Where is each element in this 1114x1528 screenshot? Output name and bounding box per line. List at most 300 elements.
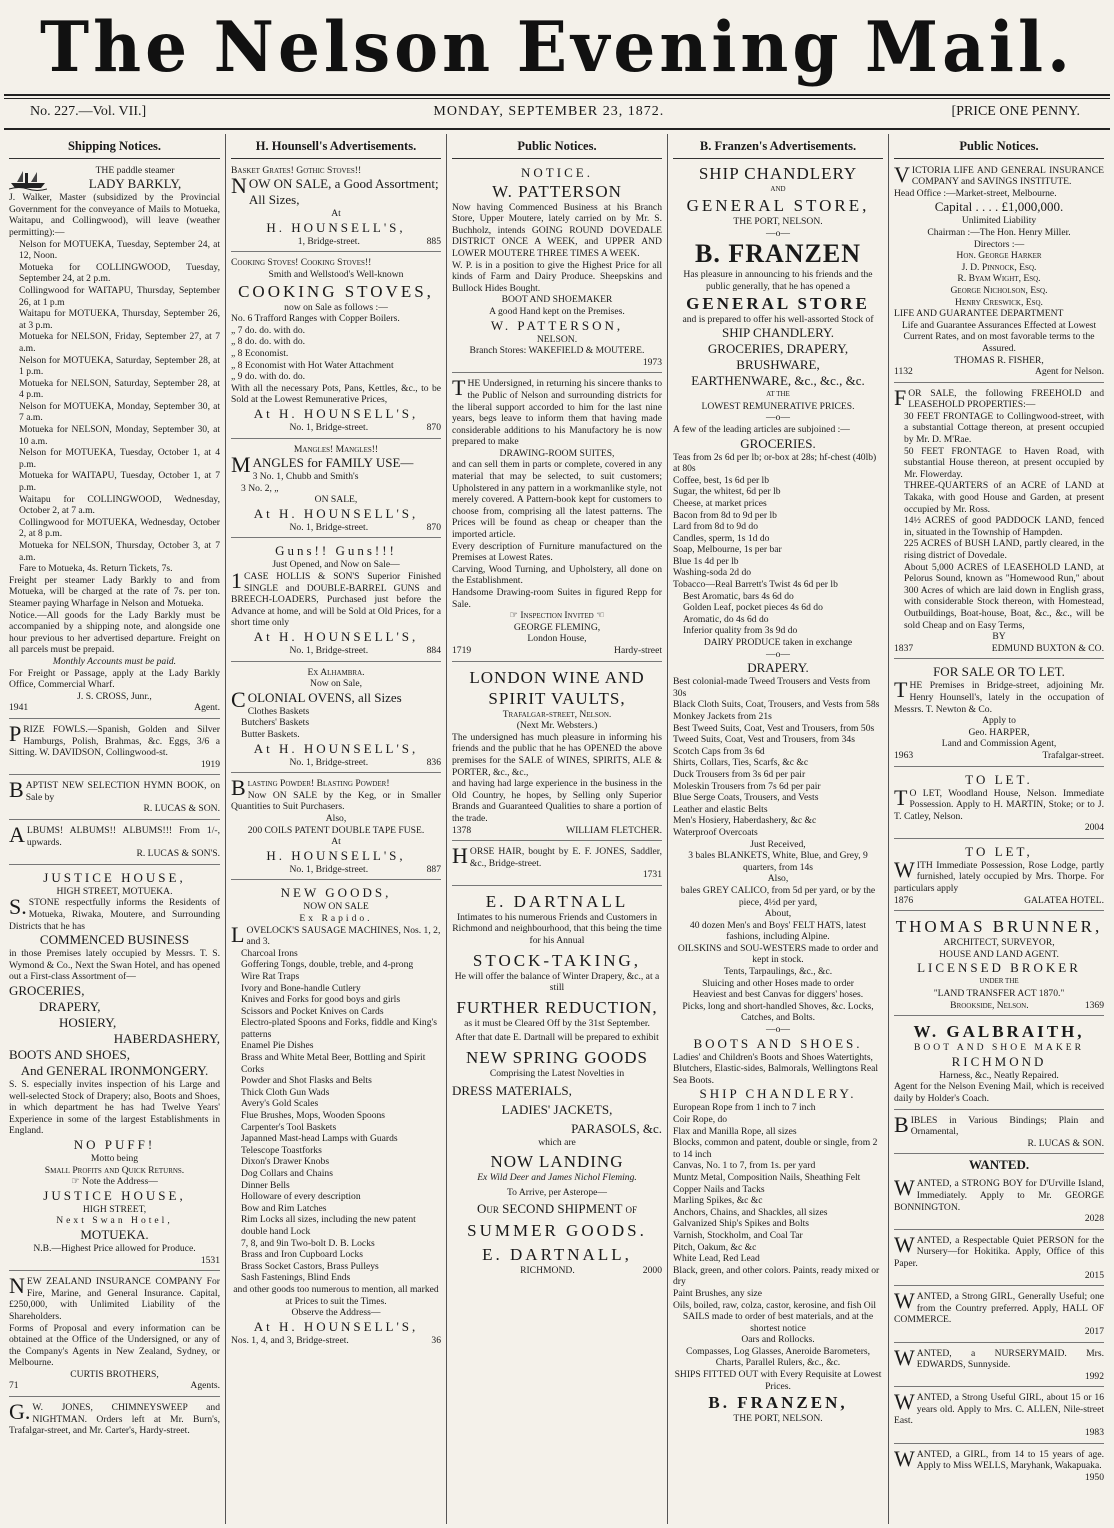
- chandlery-list: [673, 1102, 883, 1311]
- sailing-item: Motueka for NELSON, Saturday, September 28, at 4 p.m.: [19, 377, 220, 401]
- ad-title: TO LET,: [965, 843, 1033, 859]
- ad-body: At: [331, 208, 341, 220]
- sailing-item: Nelson for MOTUEKA, Monday, September 30, at 7 a.m.: [19, 400, 220, 424]
- inspection-label: Inspection Invited: [520, 610, 594, 622]
- merchant-name: At H. HOUNSELL'S,: [253, 740, 419, 756]
- ad-body: 1CASE HOLLIS & SON'S Superior Finished SINGLE and DOUBLE-BARREL GUNS and BREECH-LOADERS, Purchased just before the Advance at home, and will be Sold at Old Prices, for a short time only: [231, 568, 441, 629]
- ad-body: He will offer the balance of Winter Drapery, &c., at a still: [454, 970, 660, 994]
- ad-heading: COOKING STOVES,: [238, 281, 434, 301]
- price-item: Bacon from 8d to 9d per lb: [673, 509, 777, 521]
- ad-number: 1919: [200, 758, 220, 770]
- ad-number: 1973: [642, 356, 662, 368]
- column-heading: Shipping Notices.: [9, 138, 220, 159]
- section-heading: DRAPERY.: [747, 660, 809, 676]
- grates-ad: [231, 163, 441, 253]
- ad-body: After that date E. Dartnall will be prepared to exhibit: [455, 1032, 659, 1044]
- ad-body: Carving, Wood Turning, and Upholstery, all done on the Establishment.: [452, 563, 662, 587]
- director-item: J. D. Pinnock, Esq.: [961, 261, 1037, 273]
- bibles-ad: [894, 1113, 1104, 1155]
- ad-body: About,: [764, 908, 792, 920]
- ad-body: UNDER THE: [979, 977, 1019, 986]
- ad-body: Also,: [767, 873, 789, 885]
- ad-body: Now on Sale,: [310, 678, 362, 690]
- range-item: No. 6 Trafford Ranges with Copper Boilers.: [231, 313, 400, 325]
- price-item: Pitch, Oakum, &c &c: [673, 1241, 757, 1253]
- ad-body: Ex Wild Deer and James Nichol Fleming.: [477, 1172, 637, 1184]
- sailing-item: Collingwood for MOTUEKA, Wednesday, October 2, at 8 p.m.: [19, 516, 220, 540]
- ad-number: 1941: [9, 702, 29, 714]
- masthead-rule-thin: [4, 98, 1110, 99]
- signature: R. LUCAS & SON.: [143, 803, 220, 815]
- ad-number: 1132: [894, 366, 913, 378]
- ad-body: WANTED, a Strong GIRL, Generally Useful; one from the Country preferred. Apply, HALL OF COMMERCE.: [894, 1288, 1104, 1326]
- mangles-ad: [231, 442, 441, 539]
- ad-number: 870: [426, 421, 441, 433]
- column-hounsell: [225, 134, 446, 1524]
- sailing-item: Motueka for COLLINGWOOD, Tuesday, September 24, at 2 p.m.: [19, 261, 220, 285]
- price-item: Golden Leaf, pocket pieces 4s 6d do: [683, 602, 823, 614]
- mangle-item: 3 No. 2, „: [241, 482, 279, 494]
- director-item: Henry Creswick, Esq.: [955, 296, 1043, 308]
- ad-body: as it must be Cleared Off by the 31st September.: [464, 1017, 650, 1029]
- goods-item: BOOTS AND SHOES,: [9, 1047, 130, 1062]
- merchant-name: E. DARTNALL,: [482, 1245, 632, 1265]
- justice-house-ad: [9, 868, 220, 1271]
- price-item: Coffee, best, 1s 6d per lb: [673, 474, 770, 486]
- ad-heading: BRUSHWARE,: [736, 357, 820, 373]
- ad-body: SAILS made to order of best materials, and at the shortest notice: [682, 1311, 874, 1334]
- galbraith-ad: [894, 1019, 1104, 1109]
- wanted-ad: [894, 1390, 1104, 1443]
- ad-body: Chairman :—The Hon. Henry Miller.: [927, 226, 1071, 238]
- address: THE PORT, NELSON.: [733, 1413, 823, 1425]
- ad-body: Tents, Tarpaulings, &c., &c.: [723, 966, 833, 978]
- property-item: 50 FEET FRONTAGE to Haven Road, with substantial House thereon, at present occupied by Mr. Flowerday.: [904, 445, 1104, 480]
- price-item: Oils, boiled, raw, colza, castor, kerosine, and fish Oil: [673, 1299, 877, 1311]
- ad-title: FOR SALE, the following FREEHOLD and LEASEHOLD PROPERTIES:—: [894, 384, 1104, 411]
- ad-body: 40 dozen Men's and Boys' FELT HATS, latest fashions, including Alpine.: [689, 919, 867, 943]
- ad-heading: STOCK-TAKING,: [472, 950, 642, 970]
- masthead-rule: [4, 94, 1110, 96]
- ad-title: NEW GOODS,: [280, 885, 392, 901]
- ad-number: 1731: [642, 869, 662, 881]
- ad-heading: GROCERIES, DRAPERY,: [707, 341, 849, 357]
- property-item: About 5,000 ACRES of LEASEHOLD LAND, at Pelorus Sound, known as "Homewood Run," about 300 Acres of which are laid down in English grass, with considerable Stock thereon, with Homestead, Outbuildings, Boat-house, Boat, &c., &c., will be sold Cheap and on Easy Terms,: [904, 561, 1104, 631]
- price-item: Duck Trousers from 3s 6d per pair: [673, 768, 806, 780]
- ad-body: and having had large experience in the business in the Old Country, he hopes, by Selling only Superior Brands and Guaranteed Qualities to share a portion of the trade.: [452, 778, 662, 824]
- pointing-hand-icon: ☞: [509, 610, 521, 622]
- price-item: Blocks, common and patent, double or single, from 2 to 14 inch: [673, 1137, 878, 1160]
- monthly: Monthly Accounts must be paid.: [52, 655, 177, 667]
- ad-body: Branch Stores: WAKEFIELD & MOUTERE.: [469, 345, 645, 357]
- masthead-word: Evening: [516, 6, 843, 88]
- price-item: Galvanized Ship's Spikes and Bolts: [673, 1218, 810, 1230]
- prize-fowls-ad: [9, 722, 220, 775]
- ad-body: W. P. is in a position to give the Highest Price for all kinds of Farm and Dairy Produce. Sheepskins and Bullock Hides Bought.: [452, 259, 662, 294]
- ad-body: 200 COILS PATENT DOUBLE TAPE FUSE.: [247, 824, 425, 836]
- ad-heading: NO PUFF!: [73, 1136, 156, 1152]
- merchant-name: W. PATTERSON,: [490, 317, 624, 333]
- ad-number: 887: [426, 863, 441, 875]
- column-franzen: [667, 134, 888, 1524]
- goods-item: Goffering Tongs, double, treble, and 4-prong: [241, 959, 414, 971]
- wanted-ad: [894, 1346, 1104, 1388]
- goods-item: GROCERIES,: [9, 983, 85, 998]
- range-item: „ 7 do. do. with do.: [231, 324, 306, 336]
- ad-body: Capital . . . . £1,000,000.: [934, 199, 1064, 215]
- ornament: —o—: [766, 412, 790, 424]
- ad-body: BAPTIST NEW SELECTION HYMN BOOK, on Sale by: [9, 777, 220, 803]
- address: 1, Bridge-street.: [297, 235, 360, 247]
- issue-date: MONDAY, SEPTEMBER 23, 1872.: [433, 104, 665, 119]
- sailing-item: Motueka for WAITAPU, Tuesday, October 1, at 7 p.m.: [19, 470, 220, 494]
- ad-heading: LOVELOCK'S SAUSAGE MACHINES, Nos. 1, 2, and 3.: [231, 921, 441, 948]
- address: Nos. 1, 4, and 3, Bridge-street.: [231, 1334, 349, 1346]
- ad-body: and is prepared to offer his well-assorted Stock of: [682, 313, 874, 325]
- ad-body: LOWEST REMUNERATIVE PRICES.: [701, 400, 855, 412]
- merchant-name: At H. HOUNSELL'S,: [253, 1318, 419, 1334]
- ad-body: A few of the leading articles are subjoined :—: [673, 423, 850, 435]
- signature: R. LUCAS & SON.: [1027, 1137, 1104, 1149]
- ad-number: 1369: [1084, 999, 1104, 1011]
- ad-body: now on Sale as follows :—: [284, 301, 388, 313]
- ad-number: 1876: [894, 894, 914, 906]
- ad-heading: COLONIAL OVENS, all Sizes: [231, 686, 402, 712]
- ad-body: J. Walker, Master (subsidized by the Provincial Government for the conveyance of Mails to Motueka, Waitapu, and Collingwood), will leave (weather permitting):—: [9, 192, 220, 238]
- sailing-item: Nelson for MOTUEKA, Tuesday, October 1, at 4 p.m.: [19, 447, 220, 470]
- chimneysweep-ad: [9, 1400, 220, 1441]
- ad-body: Heaviest and best Canvas for diggers' hoses.: [692, 989, 864, 1001]
- ad-subtitle: HIGH STREET, MOTUEKA.: [56, 885, 173, 897]
- ad-body: WANTED, a GIRL, from 14 to 15 years of age. Apply to Miss WELLS, Maryhank, Wakapuaka.: [894, 1445, 1104, 1472]
- section-heading: GROCERIES.: [740, 435, 816, 451]
- ad-body: NEW ZEALAND INSURANCE COMPANY For Fire, Marine, and General Insurance. Capital, £250,000, with Unlimited Liability of the Shareholders.: [9, 1273, 220, 1322]
- ad-body: Directors :—: [973, 238, 1025, 250]
- ad-body: Handsome Drawing-room Suites in figured Repp for Sale.: [452, 587, 662, 610]
- columns: [4, 134, 1110, 1524]
- ad-body: S.STONE respectfully informs the Residents of Motueka, Riwaka, Moutere, and Surrounding Districts that he has: [9, 894, 220, 932]
- merchant-name: At H. HOUNSELL'S,: [253, 405, 419, 421]
- goods-item: Sash Fastenings, Blind Ends: [241, 1272, 351, 1284]
- price-item: Candles, sperm, 1s 1d do: [673, 532, 770, 544]
- ornament: —o—: [766, 1024, 790, 1036]
- price-item: White Lead, Red Lead: [673, 1253, 760, 1265]
- ad-body: Has pleasure in announcing to his friends and the public generally, that he has opened a: [683, 269, 873, 292]
- price-item: Coir Rope, do: [673, 1114, 728, 1125]
- ad-body: HORSE HAIR, bought by E. F. JONES, Saddler, &c., Bridge-street.: [452, 843, 662, 869]
- column-heading: Public Notices.: [452, 138, 662, 159]
- column-public-notices: [446, 134, 667, 1524]
- ornament: —o—: [766, 648, 790, 660]
- address-line: JUSTICE HOUSE,: [43, 1187, 186, 1203]
- ad-title: TO LET.: [965, 771, 1033, 787]
- signature: EDMUND BUXTON & CO.: [991, 642, 1104, 654]
- range-item: „ 8 Economist with Hot Water Attachment: [231, 359, 394, 371]
- ad-body: NELSON.: [536, 333, 578, 345]
- ad-heading: LIFE AND GUARANTEE DEPARTMENT: [894, 308, 1064, 320]
- ad-body: Ex Rapido.: [299, 912, 373, 924]
- ad-number: 1531: [200, 1254, 220, 1266]
- goods-item: Dog Collars and Chains: [241, 1168, 333, 1179]
- pointing-hand-icon: ☞: [71, 1176, 83, 1188]
- signature: WILLIAM FLETCHER.: [566, 824, 662, 836]
- ad-body: Compasses, Log Glasses, Aneroide Barometers, Charts, Parallel Rulers, &c., &c.: [685, 1345, 871, 1369]
- ad-body: Intimates to his numerous Friends and Customers in Richmond and neighbourhood, that this being the time for his Annual: [452, 911, 662, 947]
- price-item: Moleskin Trousers from 7s 6d per pair: [673, 780, 821, 792]
- goods-item: Carpenter's Tool Baskets: [241, 1121, 337, 1133]
- ad-body: DAIRY PRODUCE taken in exchange: [703, 637, 853, 649]
- signature-role: Agent.: [194, 702, 220, 714]
- basket-item: Butchers' Baskets: [241, 717, 310, 729]
- ad-body: Picks, long and short-handled Shoves, &c. Locks, Catches, and Bolts.: [682, 1000, 874, 1024]
- ad-body: Also,: [325, 812, 347, 824]
- ad-body: HOUSE AND LAND AGENT.: [939, 948, 1059, 960]
- ad-body: WITH Immediate Possession, Rose Lodge, partly furnished, lately occupied by Mrs. Thorpe. For particulars apply: [894, 856, 1104, 895]
- masthead-word: The: [40, 6, 192, 88]
- ad-body: bales GREY CALICO, from 5d per yard, or by the piece, 4½d per yard,: [680, 884, 876, 908]
- ad-heading: LICENSED BROKER: [917, 960, 1081, 976]
- price-item: Varnish, Stockholm, and Coal Tar: [673, 1229, 803, 1241]
- masthead: [40, 6, 1074, 88]
- goods-item: Brass and White Metal Beer, Bottling and Spirit Corks: [241, 1052, 426, 1075]
- goods-item: Rim Locks all sizes, including the new patent double hand Lock: [241, 1214, 416, 1237]
- price-item: Blue Serge Coats, Trousers, and Vests: [673, 792, 819, 804]
- property-item: 30 FEET FRONTAGE to Collingwood-street, with a substantial Cottage thereon, at present occupied by Mr. D. M'Rae.: [904, 410, 1104, 446]
- basket-item: Clothes Baskets: [247, 705, 310, 717]
- ad-title: NOTICE.: [521, 164, 593, 180]
- new-goods-ad: [231, 883, 441, 1350]
- sailing-item: Motueka for NELSON, Friday, September 27, at 7 a.m.: [19, 331, 220, 354]
- ad-body: To Arrive, per Asterope—: [506, 1186, 608, 1198]
- sailing-item: Waitapu for COLLINGWOOD, Wednesday, October 2, at 7 a.m.: [19, 493, 220, 517]
- ad-body: BIBLES in Various Bindings; Plain and Ornamental,: [894, 1111, 1104, 1138]
- sailing-item: Nelson for MOTUEKA, Tuesday, September 24, at 12, Noon.: [19, 238, 220, 262]
- ad-title: Blasting Powder! Blasting Powder!: [231, 775, 390, 801]
- freight: Freight per steamer Lady Barkly to and from Motueka, will be charged at the rate of 7s. per ton. Steamer paying Wharfage in Nelson and Motueka.: [9, 574, 220, 609]
- goods-item: PARASOLS, &c.: [571, 1120, 662, 1136]
- price-item: Muntz Metal, Composition Nails, Sheathing Felt: [673, 1171, 861, 1183]
- nz-insurance-ad: [9, 1274, 220, 1397]
- address: Trafalgar-street, Nelson.: [502, 708, 612, 720]
- masthead-word: Nelson: [213, 6, 495, 88]
- range-item: „ 8 Economist.: [231, 347, 289, 359]
- ad-body: AND: [770, 184, 786, 193]
- goods-item: Brass and Iron Cupboard Locks: [241, 1249, 364, 1261]
- note-label: Note the Address—: [82, 1176, 158, 1188]
- ad-body: Now ON SALE by the Keg, or in Smaller Quantities to Suit Purchasers.: [231, 789, 441, 813]
- address: No. 1, Bridge-street.: [289, 421, 369, 433]
- signature-role: Agent for Nelson.: [1034, 366, 1104, 378]
- signature: Geo. HARPER,: [968, 726, 1030, 738]
- address: THE PORT, NELSON.: [733, 216, 823, 228]
- ad-title: GENERAL STORE,: [686, 196, 870, 216]
- column-heading: H. Hounsell's Advertisements.: [231, 138, 441, 159]
- ad-body: 3 bales BLANKETS, White, Blue, and Grey, 9 quarters, from 14s: [688, 850, 868, 873]
- address-note: [9, 1176, 220, 1188]
- wanted-ad: [894, 1289, 1104, 1342]
- wanted-ad: [894, 1447, 1104, 1488]
- ad-body: S. S. especially invites inspection of his Large and well-selected Stock of Drapery; also, Boots and Shoes, in which department he has had Twelve Years' Experience in some of the largest Establishments in England.: [9, 1079, 220, 1137]
- ad-title: LONDON WINE AND SPIRIT VAULTS,: [469, 667, 645, 708]
- ad-body: "LAND TRANSFER ACT 1870.": [933, 988, 1065, 1000]
- property-item: THREE-QUARTERS of an ACRE of LAND at Takaka, with good House and Garden, at present occupied by Mr. Ross.: [904, 480, 1104, 515]
- goods-item: Dixon's Drawer Knobs: [241, 1156, 330, 1168]
- pointing-hand-icon: ☜: [593, 610, 605, 622]
- goods-item: Charcoal Irons: [241, 947, 298, 959]
- ad-body: WANTED, a Strong Useful GIRL, about 15 or 16 years old. Apply to Mrs. C. ALLEN, Nile-street East.: [894, 1389, 1104, 1427]
- goods-item: Flue Brushes, Mops, Wooden Spoons: [241, 1110, 386, 1122]
- ad-body: WANTED, a NURSERYMAID. Mrs. EDWARDS, Sunnyside.: [894, 1344, 1104, 1371]
- signature-role: London House,: [527, 633, 587, 645]
- merchant-name: E. DARTNALL: [485, 891, 629, 911]
- ad-body: Forms of Proposal and every information can be obtained at the Office of the Undersigned, or any of the Company's Agents in New Zealand, Sydney, or Melbourne.: [9, 1322, 220, 1369]
- property-item: 225 ACRES of BUSH LAND, partly cleared, in the rising district of Dovedale.: [904, 538, 1104, 561]
- ad-number: 1963: [894, 749, 914, 761]
- ad-body: which are: [538, 1136, 576, 1148]
- ad-heading: BOOT AND SHOEMAKER: [501, 294, 613, 306]
- goods-item: 7, 8, and 9in Two-bolt D. B. Locks: [241, 1237, 375, 1249]
- price-item: Lard from 8d to 9d do: [673, 521, 758, 533]
- ad-body: and can sell them in parts or complete, covered in any material that may be selected, to suit customers; Upholstered in any pattern in a workmanlike style, not merely covered. A Pattern-book kept for customers to choose from, comprising all the latest patterns. The Prices will be found as cheap or cheaper than the imported article.: [452, 459, 662, 541]
- price-item: Sugar, the whitest, 6d per lb: [673, 486, 781, 498]
- column-shipping: [4, 134, 225, 1524]
- price-item: Black, green, and other colors. Paints, ready mixed or dry: [673, 1264, 880, 1288]
- ad-title: Guns!! Guns!!!: [275, 543, 397, 559]
- ad-body: ON SALE,: [314, 494, 358, 506]
- signature-role: Agents.: [190, 1380, 220, 1392]
- victoria-insurance-ad: [894, 163, 1104, 383]
- address: No. 1, Bridge-street.: [289, 645, 369, 657]
- ad-number: 36: [431, 1334, 441, 1346]
- price-item: Anchors, Chains, and Shackles, all sizes: [673, 1206, 828, 1218]
- column-public-notices-2: [888, 134, 1109, 1524]
- signature: CURTIS BROTHERS,: [70, 1368, 159, 1380]
- price-item: Canvas, No. 1 to 7, from 1s. per yard: [673, 1160, 816, 1172]
- ad-title: THE paddle steamer: [95, 164, 175, 176]
- price-item: Tobacco—Real Barrett's Twist 4s 6d per lb: [673, 579, 838, 591]
- address: No. 1, Bridge-street.: [289, 863, 369, 875]
- price-item: Tweed Suits, Coat, Vest and Trousers, from 34s: [673, 734, 855, 746]
- ad-body: Every description of Furniture manufactured on the Premises at Lowest Rates.: [452, 540, 662, 564]
- ad-body: ALBUMS! ALBUMS!! ALBUMS!!! From 1/-, upwards.: [9, 822, 220, 848]
- ad-heading: MANGLES for FAMILY USE—: [231, 452, 414, 478]
- properties-ad: [894, 386, 1104, 660]
- director-item: Hon. George Harker: [956, 250, 1042, 262]
- ad-body: Smith and Wellstood's Well-known: [268, 268, 404, 280]
- section-heading: SHIP CHANDLERY.: [699, 1086, 857, 1102]
- price-item: Soap, Melbourne, 1s per bar: [673, 544, 782, 556]
- price-item: Washing-soda 2d do: [673, 567, 752, 579]
- drapery-list: [673, 676, 883, 838]
- hymn-book-ad: [9, 778, 220, 820]
- address-line: Next Swan Hotel,: [56, 1215, 173, 1227]
- sailing-item: Collingwood for WAITAPU, Thursday, September 26, at 1 p.m: [19, 284, 220, 308]
- goods-item: Dinner Bells: [241, 1179, 290, 1191]
- price-item: Flax and Manilla Rope, all sizes: [673, 1125, 797, 1137]
- fleming-ad: [452, 376, 662, 661]
- ad-body: WANTED, a STRONG BOY for D'Urville Island, Immediately. Apply to Mr. GEORGE BONNINGTON.: [894, 1175, 1104, 1213]
- director-item: George Nicholson, Esq.: [950, 284, 1048, 296]
- ad-number: 1378: [452, 824, 472, 836]
- dartnall-ad: [452, 889, 662, 1281]
- ad-body: BOOT AND SHOE MAKER: [913, 1042, 1085, 1054]
- price-item: European Rope from 1 inch to 7 inch: [673, 1102, 816, 1114]
- ad-body: AT THE: [766, 390, 790, 399]
- price-item: Men's Hosiery, Haberdashery, &c &c: [673, 815, 817, 827]
- address: RICHMOND: [951, 1053, 1047, 1069]
- ad-body: Head Office :—Market-street, Melbourne.: [894, 187, 1057, 199]
- ad-body: Sluicing and other Hoses made to order: [702, 977, 854, 989]
- for-sale-or-let-ad: [894, 662, 1104, 766]
- address: No. 1, Bridge-street.: [289, 521, 369, 533]
- price-item: Best colonial-made Tweed Trousers and Vests from 30s: [673, 676, 871, 699]
- goods-item: HOSIERY,: [59, 1015, 117, 1030]
- steamer-name: LADY BARKLY,: [88, 176, 182, 192]
- ad-body: A good Hand kept on the Premises.: [489, 305, 625, 317]
- goods-item: Avery's Gold Scales: [241, 1098, 319, 1110]
- ad-number: 2028: [1084, 1213, 1104, 1225]
- signature: GALATEA HOTEL.: [1024, 894, 1104, 906]
- ad-body: Small Profits and Quick Returns.: [44, 1164, 185, 1176]
- cooking-stoves-ad: [231, 255, 441, 438]
- merchant-name: W. GALBRAITH,: [913, 1022, 1085, 1042]
- brunner-ad: [894, 914, 1104, 1016]
- merchant-name: B. FRANZEN,: [708, 1393, 848, 1413]
- price-item: Copper Nails and Tacks: [673, 1183, 765, 1195]
- horse-hair-ad: [452, 844, 662, 886]
- notice: Notice.—All goods for the Lady Barkly must be accompanied by a shipping note, and alongside one hour previous to her advertised departure. Freight on all parcels must be prepaid.: [9, 609, 220, 656]
- ad-number: 1837: [894, 642, 914, 654]
- fare: Fare to Motueka, 4s. Return Tickets, 7s.: [19, 563, 173, 575]
- price-item: Paint Brushes, any size: [673, 1287, 762, 1299]
- rose-lodge-ad: [894, 842, 1104, 911]
- ad-number: 836: [426, 756, 441, 768]
- merchant-name: At H. HOUNSELL'S,: [253, 629, 419, 645]
- ad-title: Basket Grates! Gothic Stoves!!: [231, 164, 362, 176]
- steamer-icon: [9, 167, 47, 191]
- ad-number: 884: [426, 645, 441, 657]
- issue-price: [PRICE ONE PENNY.: [951, 104, 1080, 119]
- wanted-ad: [894, 1233, 1104, 1286]
- ad-title: SHIP CHANDLERY: [698, 163, 858, 183]
- goods-item: Bow and Rim Latches: [241, 1202, 327, 1214]
- ad-body: OILSKINS and SOU-WESTERS made to order and kept in stock.: [677, 942, 879, 966]
- ornament: —o—: [766, 227, 790, 239]
- issue-number: No. 227.—Vol. VII.]: [30, 104, 147, 119]
- price-item: Inferior quality from 3s 9d do: [683, 625, 798, 637]
- goods-item: HABERDASHERY,: [113, 1031, 220, 1046]
- goods-item: LADIES' JACKETS,: [501, 1101, 613, 1117]
- ad-body: Life and Guarantee Assurances Effected at Lowest Current Rates, and on most favorable terms to the Assured.: [901, 319, 1097, 354]
- merchant-name: At H. HOUNSELL'S,: [253, 505, 419, 521]
- ad-body: Now having Commenced Business at his Branch Store, Upper Moutere, lately carried on by Mr. S. Buchholz, intends GOING ROUND DOVEDALE DISTRICT ONCE A WEEK, and UPPER AND LOWER MOUTERE THREE TIMES A WEEK.: [452, 201, 662, 259]
- basket-item: Butter Baskets.: [241, 729, 300, 740]
- price-item: Black Cloth Suits, Coat, Trousers, and Vests from 58s: [673, 699, 880, 711]
- ad-heading: NEW SPRING GOODS: [466, 1048, 648, 1068]
- ad-heading: GENERAL STORE: [686, 293, 870, 313]
- price-item: Monkey Jackets from 21s: [673, 711, 772, 722]
- ad-body: Harness, &c., Neatly Repaired.: [939, 1069, 1059, 1081]
- ad-number: 1950: [1084, 1471, 1104, 1483]
- merchant-name: H. HOUNSELL'S,: [266, 847, 406, 863]
- sailing-item: Waitapu for MOTUEKA, Thursday, September 26, at 3 p.m.: [19, 308, 220, 331]
- inspection-line: [452, 610, 662, 622]
- signature: THOMAS R. FISHER,: [954, 354, 1044, 366]
- ad-body: PRIZE FOWLS.—Spanish, Golden and Silver Hamburgs, Polish, Brahmas, &c. Eggs, 3/6 a Sitting. W. DAVIDSON, Collingwood-st.: [9, 720, 220, 759]
- goods-item: DRAPERY,: [39, 999, 101, 1014]
- goods-item: And GENERAL IRONMONGERY.: [20, 1063, 209, 1078]
- ad-body: THE Undersigned, in returning his sincere thanks to the Public of Nelson and surrounding districts for the liberal support accorded to him for the last nine years, begs leave to inform them that having made considerable additions to his Manufactory he is now prepared to make: [452, 375, 662, 448]
